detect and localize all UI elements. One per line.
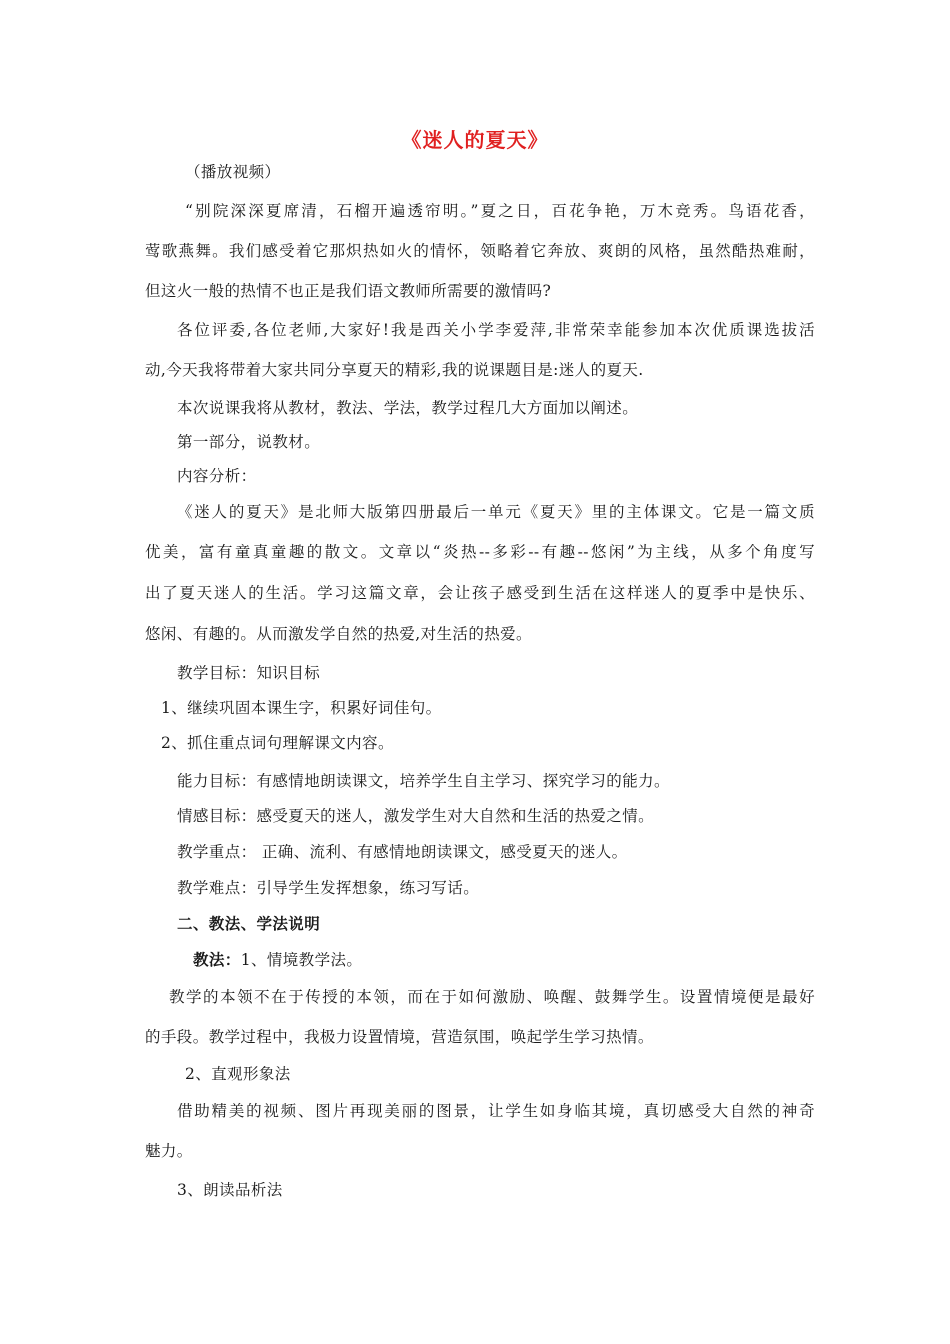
paragraph-line: （播放视频） <box>185 163 281 181</box>
paragraph-line: 各位评委,各位老师,大家好!我是西关小学李爱萍,非常荣幸能参加本次优质课选拔活 <box>177 321 815 339</box>
paragraph-line: 教学重点： 正确、流利、有感情地朗读课文，感受夏天的迷人。 <box>177 843 628 861</box>
list-item: 2、抓住重点词句理解课文内容。 <box>161 734 394 752</box>
paragraph-line: 但这火一般的热情不也正是我们语文教师所需要的激情吗? <box>145 282 552 300</box>
paragraph-line: 的手段。教学过程中，我极力设置情境，营造氛围，唤起学生学习热情。 <box>145 1028 654 1046</box>
list-item: 3、朗读品析法 <box>177 1181 283 1199</box>
paragraph-line: 教学的本领不在于传授的本领，而在于如何激励、唤醒、鼓舞学生。设置情境便是最好 <box>169 988 815 1006</box>
section-heading: 二、教法、学法说明 <box>177 914 321 933</box>
list-item: 2、直观形象法 <box>185 1065 291 1083</box>
list-item: 1、继续巩固本课生字，积累好词佳句。 <box>161 699 442 717</box>
paragraph-line: 《迷人的夏天》是北师大版第四册最后一单元《夏天》里的主体课文。它是一篇文质 <box>177 503 815 521</box>
paragraph-line: 情感目标：感受夏天的迷人，激发学生对大自然和生活的热爱之情。 <box>177 807 655 825</box>
paragraph-line: 借助精美的视频、图片再现美丽的图景，让学生如身临其境，真切感受大自然的神奇 <box>177 1102 815 1120</box>
paragraph-line: 悠闲、有趣的。从而激发学自然的热爱,对生活的热爱。 <box>145 625 532 643</box>
paragraph-line: 优美，富有童真童趣的散文。文章以“炎热--多彩--有趣--悠闲”为主线，从多个角度写 <box>145 543 815 561</box>
paragraph-line: “别院深深夏席清，石榴开遍透帘明。”夏之日，百花争艳，万木竞秀。鸟语花香， <box>185 202 815 220</box>
paragraph-line: 教学难点：引导学生发挥想象，练习写话。 <box>177 879 480 897</box>
paragraph-line: 本次说课我将从教材，教法、学法，教学过程几大方面加以阐述。 <box>177 399 639 417</box>
paragraph-line: 莺歌燕舞。我们感受着它那炽热如火的情怀，领略着它奔放、爽朗的风格，虽然酷热难耐， <box>145 242 815 260</box>
paragraph-line: 教学目标：知识目标 <box>177 664 321 682</box>
paragraph-line: 内容分析： <box>177 467 257 485</box>
paragraph-line: 能力目标：有感情地朗读课文，培养学生自主学习、探究学习的能力。 <box>177 772 670 790</box>
document-title: 《迷人的夏天》 <box>401 128 549 152</box>
paragraph-line <box>193 950 863 970</box>
paragraph-line: 出了夏天迷人的生活。学习这篇文章，会让孩子感受到生活在这样迷人的夏季中是快乐、 <box>145 584 815 602</box>
method-label: 教法： <box>193 950 241 969</box>
paragraph-line: 第一部分，说教材。 <box>177 433 321 451</box>
method-item: 1、情境教学法。 <box>240 951 363 969</box>
paragraph-line: 魅力。 <box>145 1142 193 1160</box>
paragraph-line: 动,今天我将带着大家共同分享夏天的精彩,我的说课题目是:迷人的夏天. <box>145 361 644 379</box>
